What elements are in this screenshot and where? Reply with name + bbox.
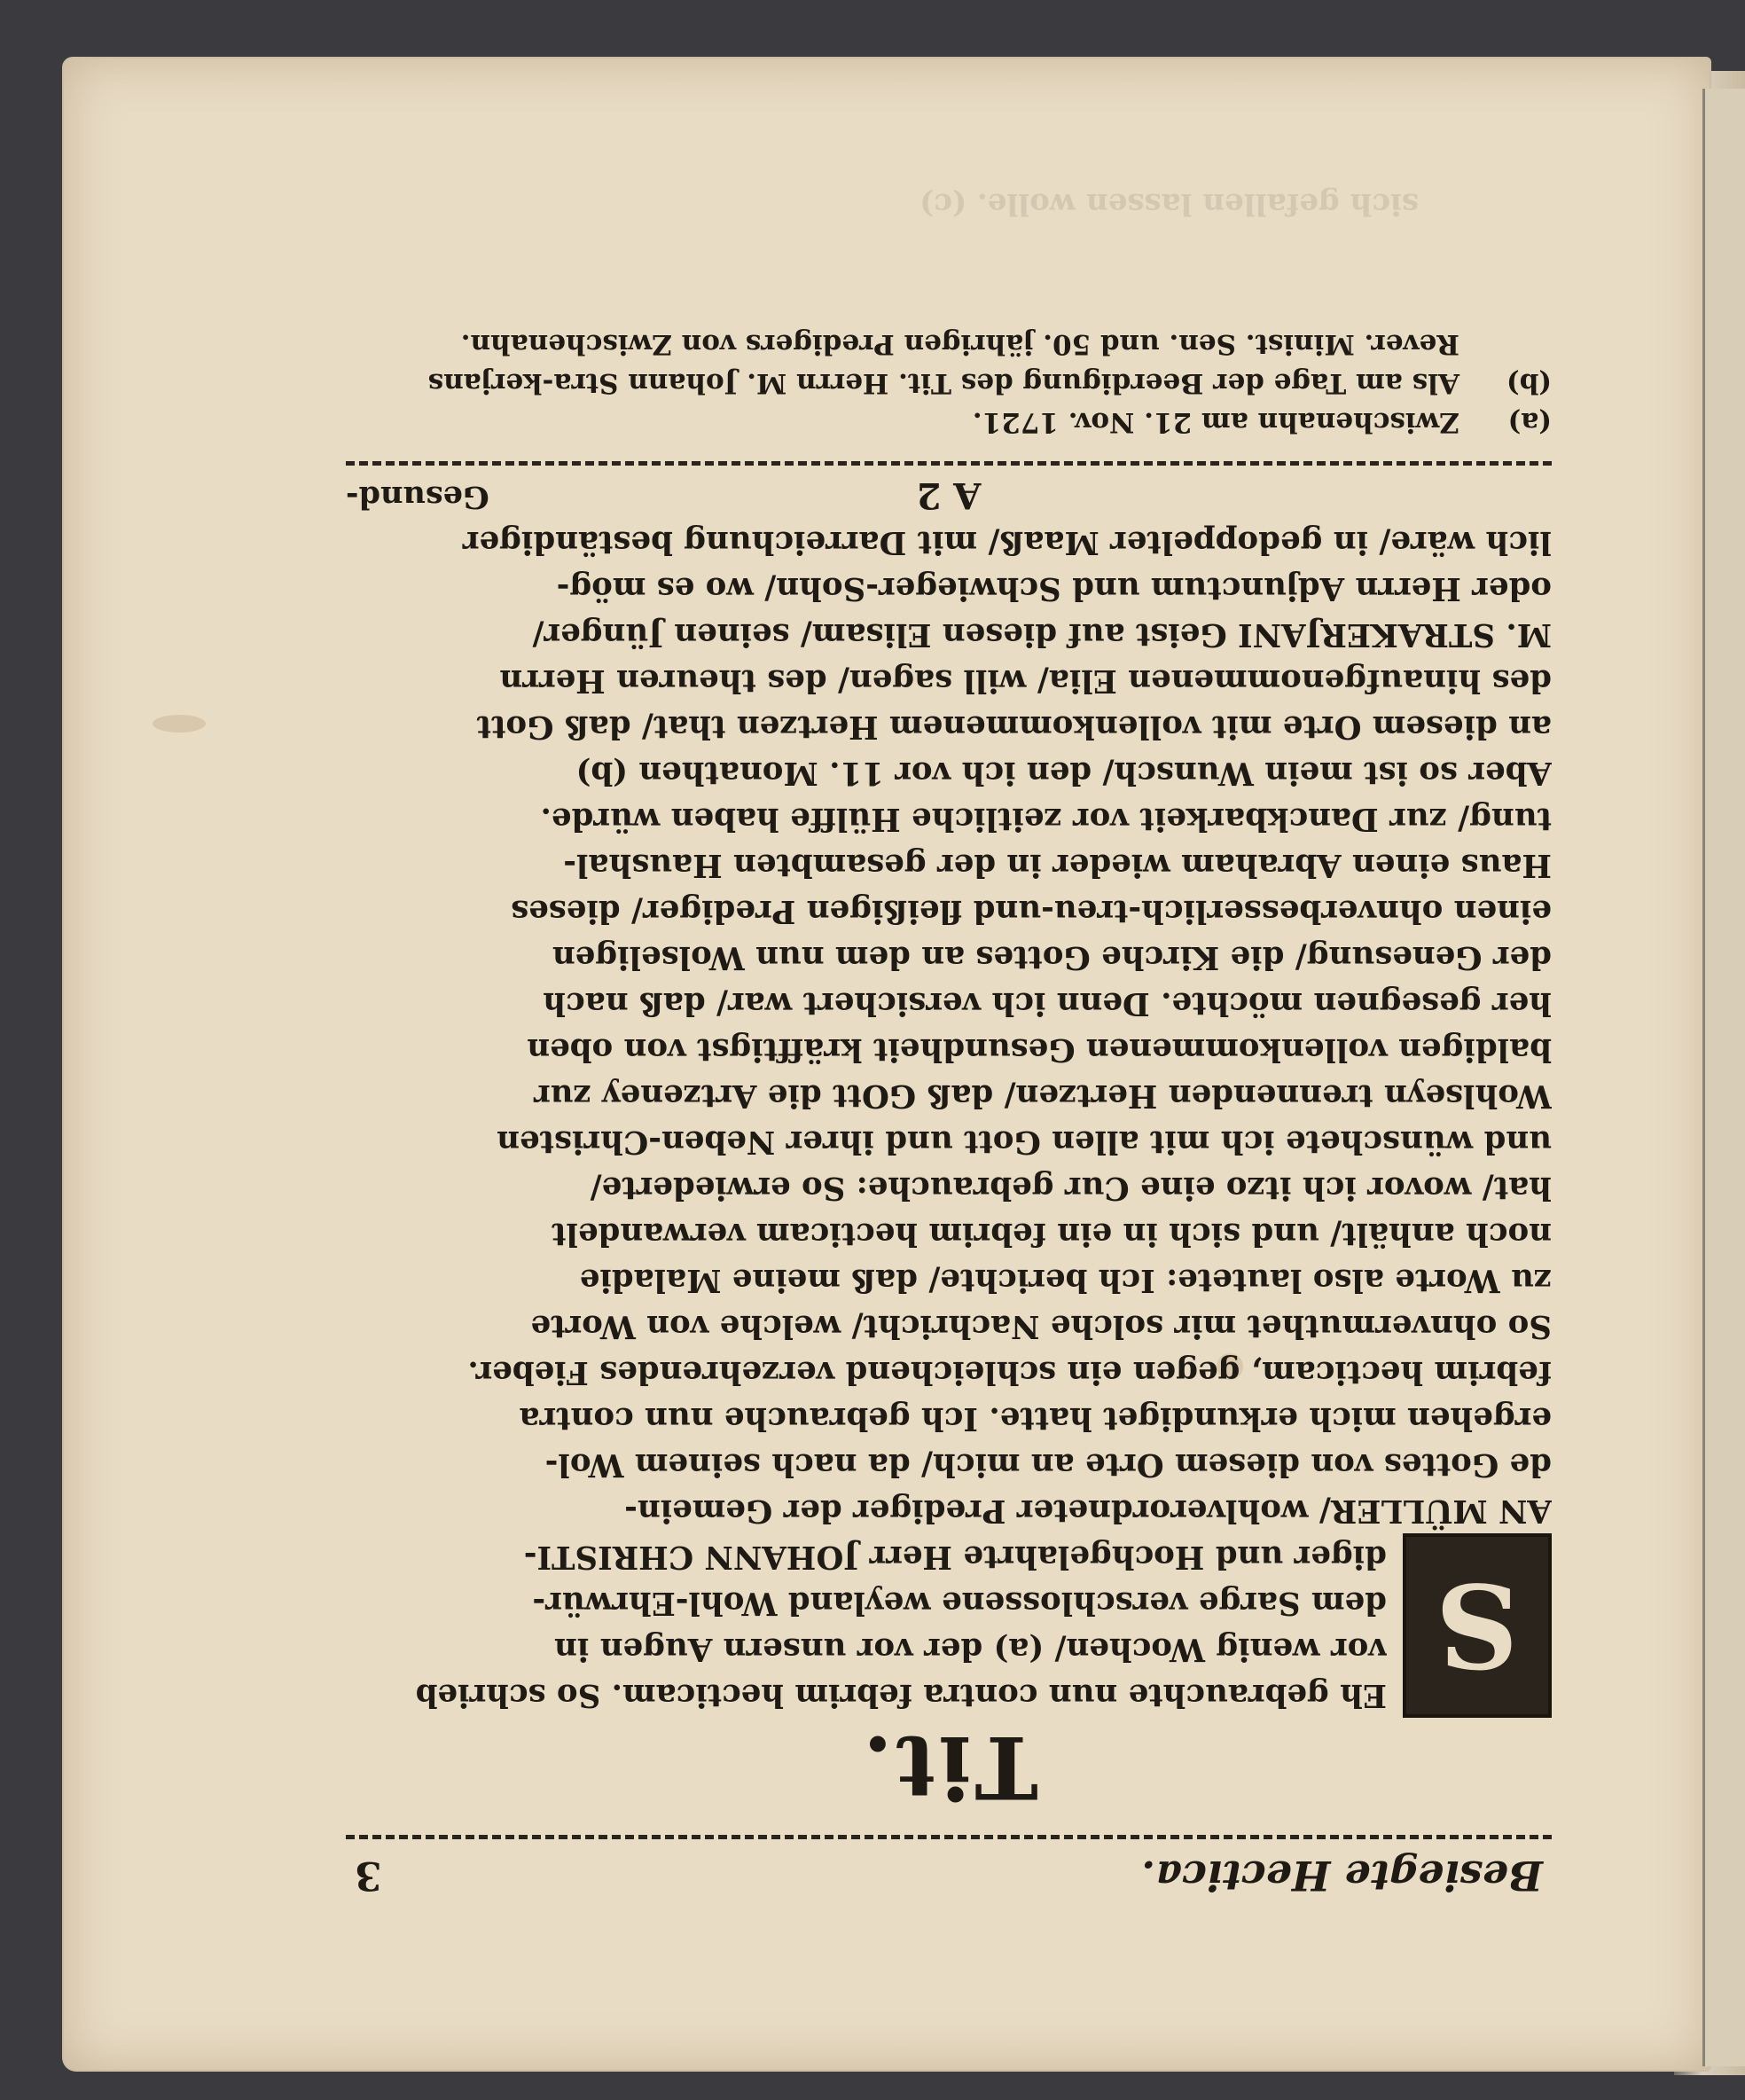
signature-mark: A 2	[916, 474, 982, 516]
body-line: oder Herrn Adjunctum und Schwieger-Sohn/ wo es mög-	[556, 570, 1552, 607]
body-line: Eh gebrauchte nun contra febrim hecticam. So schrieb	[415, 1677, 1387, 1713]
body-line: Wohlseyn trennenden Hertzen/ daß GOtt die Artzeney zur	[534, 1077, 1552, 1114]
body-line: hat/ wovor ich itzo eine Cur gebrauche: So erwiederte/	[590, 1170, 1552, 1206]
body-line: febrim hecticam, gegen ein schleichend verzehrendes Fieber.	[467, 1354, 1552, 1391]
body-paragraph-lead	[416, 1533, 1387, 1718]
decorated-initial: S	[1403, 1533, 1552, 1718]
ink-stain	[153, 715, 206, 733]
header-rule	[346, 1824, 1552, 1839]
bleed-through-text: sich gefallen lassen wolle. (c)	[919, 186, 1419, 222]
body-line: der Genesung/ die Kirche Gottes an dem nun Wolseligen	[552, 939, 1552, 976]
running-head	[346, 1845, 1552, 1907]
body-line: lich wäre/ in gedoppelter Maaß/ mit Darreichung beständiger	[462, 524, 1552, 560]
body-line: an diesem Orte mit vollenkommenem Hertzen that/ daß Gott	[476, 709, 1552, 745]
body-line: her gesegnen möchte. Denn ich versichert war/ daß nach	[543, 985, 1552, 1022]
body-line: des hinaufgenommenen Elia/ will sagen/ des theuren Herrn	[499, 662, 1552, 699]
footnote-label: (a)	[1507, 406, 1552, 438]
body-line: ergehen mich erkundiget hatte. Ich gebrauche nun contra	[519, 1400, 1552, 1437]
body-line: M. STRAKERJANI Geist auf diesen Elisam/ seinen Jünger/	[532, 616, 1552, 653]
footnote-rule	[346, 451, 1552, 466]
body-line: diger und Hochgelahrte Herr JOHANN CHRISTI-	[523, 1539, 1387, 1575]
body-line: vor wenig Wochen/ (a) der vor unsern Augen in	[554, 1631, 1387, 1667]
footnotes	[346, 325, 1552, 442]
inverted-text-block	[346, 266, 1552, 1907]
body-line: de Gottes von diesem Orte an mich/ da nach seinem Wol-	[544, 1446, 1552, 1483]
body-line: baldigen vollenkommenen Gesundheit kräfftigst von oben	[527, 1031, 1552, 1068]
body-line: So ohnvermuthet mir solche Nachricht/ welche von Worte	[530, 1308, 1552, 1344]
body-block	[346, 1533, 1552, 1718]
section-heading: Tit.	[859, 1717, 1038, 1817]
body-line: Haus einen Abraham wieder in der gesambten Haushal-	[563, 847, 1552, 883]
body-line: tung/ zur Danckbarkeit vor zeitliche Hülffe haben würde.	[540, 801, 1552, 837]
body-line: und wünschete ich mit allen Gott und ihrer Neben-Christen	[497, 1124, 1552, 1160]
footnote-text: Als am Tage der Beerdigung des Tit. Herrn M. Johann Stra-kerjans Rever. Minist. Sen. und 50. jährigen Predigers von Zwischenahn.	[427, 328, 1459, 399]
body-line: zu Worte also lautete: Ich berichte/ daß meine Maladie	[579, 1262, 1552, 1298]
body-paragraph	[346, 519, 1552, 1533]
footnote-a	[346, 403, 1552, 442]
body-line: dem Sarge verschlossene weyland Wohl-Ehrwür-	[532, 1585, 1387, 1621]
footnote-b	[346, 325, 1552, 403]
next-page-edge	[1702, 89, 1745, 2066]
catchword: Gesund-	[346, 479, 489, 515]
body-line: einen ohnverbesserlich-treu-und fleißigen Prediger/ dieses	[511, 893, 1552, 929]
running-head-title: Besiegte Hectica.	[1141, 1852, 1543, 1900]
footnote-label: (b)	[1506, 367, 1552, 399]
body-line: AN MÜLLER/ wohlverordneter Prediger der Gemein-	[624, 1493, 1552, 1529]
body-line: Aber so ist mein Wunsch/ den ich vor 11. Monathen (b)	[575, 755, 1552, 791]
footnote-text: Zwischenahn am 21. Nov. 1721.	[972, 406, 1459, 438]
page-number: 3	[355, 1853, 382, 1899]
body-line: noch anhält/ und sich in ein febrim hecticam verwandelt	[552, 1216, 1552, 1252]
